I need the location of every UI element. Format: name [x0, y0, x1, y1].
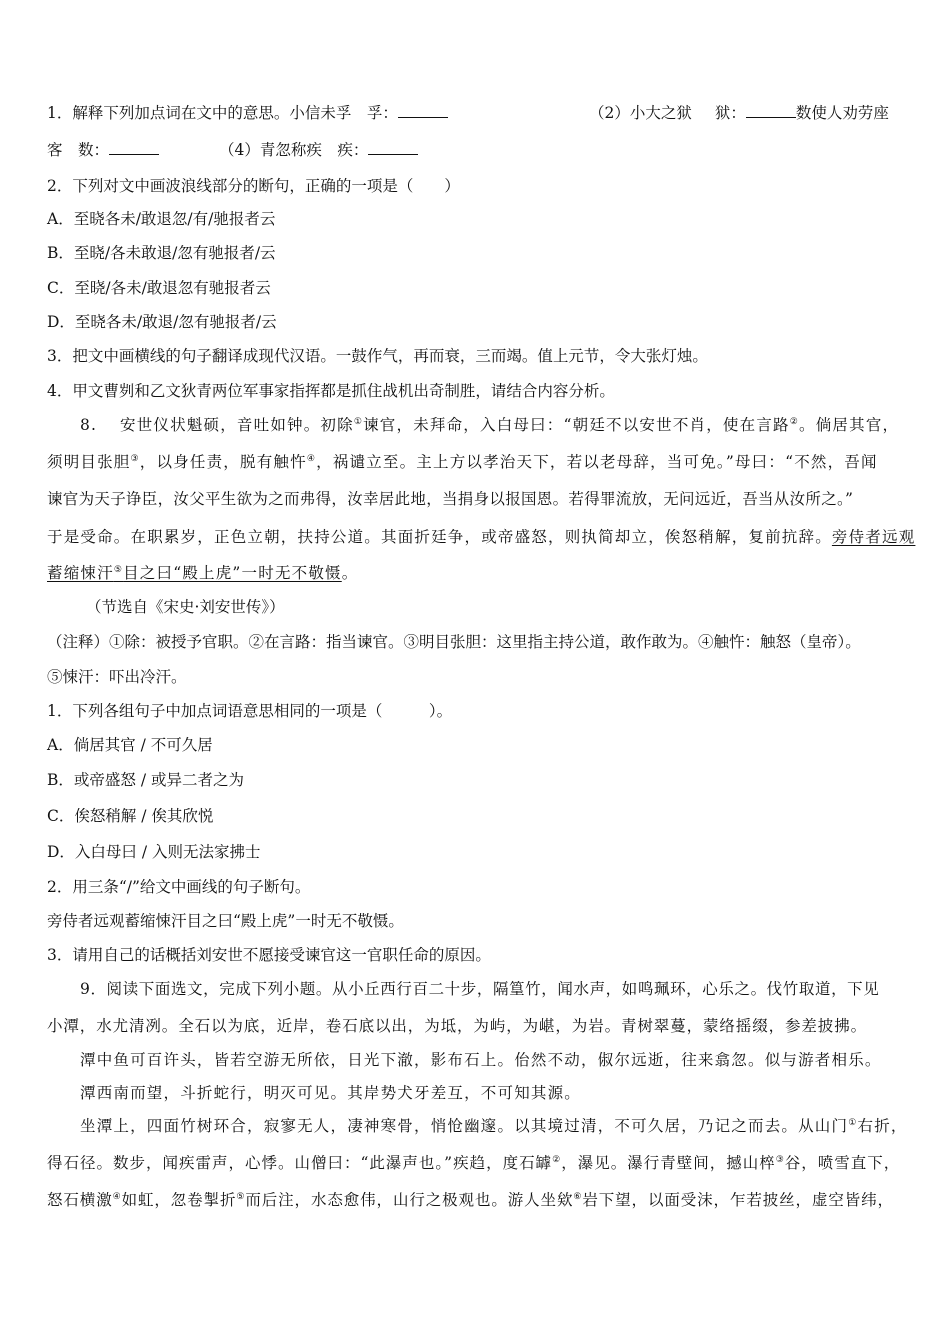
s1-option-c: C．俟怒稍解 / 俟其欣悦 — [47, 807, 214, 825]
q1-part-2-label: （2）小大之狱 — [589, 104, 692, 122]
text-run: ，以身任责，脱有触忤 — [139, 453, 307, 471]
text-run: 蓄缩悚汗 — [47, 564, 114, 582]
q1-part-2 — [589, 103, 889, 123]
passage-8-line-1 — [80, 415, 940, 435]
passage-9-line-7 — [47, 1190, 907, 1210]
q2-option-d: D．至晓各未/敢退/忽有驰报者/云 — [47, 313, 277, 331]
passage-8-line-2 — [47, 452, 907, 472]
sub-question-1: 1．下列各组句子中加点词语意思相同的一项是（ ）。 — [47, 702, 453, 720]
question-1-line-2 — [47, 140, 907, 160]
footnote-marker: ⑥ — [573, 1191, 583, 1202]
passage-9-line-4: 潭西南而望，斗折蛇行，明灭可见。其岸势犬牙差互，不可知其源。 — [80, 1084, 582, 1102]
s1-option-b: B．或帝盛怒 / 或异二者之为 — [47, 771, 244, 789]
text-run: 8. 安世仪状魁硕，音吐如钟。初除 — [80, 416, 354, 434]
passage-8-line-5 — [47, 563, 907, 583]
footnote-marker: ④ — [306, 453, 317, 464]
s1-option-d: D．入白母曰 / 入则无法家拂士 — [47, 843, 261, 861]
q1-part-4: （4）青忽称疾 疾： — [218, 141, 369, 159]
text-run: 得石径。数步，闻疾雷声，心悸。山僧曰：“此瀑声也。”疾趋，度石罅 — [47, 1154, 553, 1172]
q1-part-3-key: 客 数： — [47, 141, 110, 159]
text-run: 右折， — [857, 1117, 908, 1135]
text-run: 坐潭上，四面竹树环合，寂寥无人，凄神寒骨，悄怆幽邃。以其境过清，不可久居，乃记之而去。从山门 — [80, 1117, 849, 1135]
q1-text: 1．解释下列加点词在文中的意思。小信未孚 孚： — [47, 104, 398, 122]
passage-9-line-1: 9．阅读下面选文，完成下列小题。从小丘西行百二十步，隔篁竹，闻水声，如鸣珮环，心乐之。伐竹取道，下见 — [80, 980, 880, 998]
passage-8-line-3: 谏官为天子诤臣，汝父平生欲为之而弗得，汝幸居此地，当捐身以报国恩。若得罪流放，无问远近，吾当从汝所之。” — [47, 490, 854, 508]
sub-question-2-sentence: 旁侍者远观蓄缩悚汗目之曰“殿上虎”一时无不敬慑。 — [47, 912, 404, 930]
notes-line-1: （注释）①除：被授予官职。②在言路：指当谏官。③明目张胆：这里指主持公道，敢作敢为。④触忤：触怒（皇帝）。 — [47, 633, 861, 651]
footnote-marker: ② — [552, 1154, 562, 1165]
text-run: 于是受命。在职累岁，正色立朝，扶持公道。其面折廷争，或帝盛怒，则执简却立，俟怒稍解，复前抗辞。 — [47, 528, 832, 546]
q1-part-3-label: 数使人劝劳座 — [795, 104, 889, 122]
footnote-marker: ③ — [775, 1154, 785, 1165]
question-3: 3．把文中画横线的句子翻译成现代汉语。一鼓作气，再而衰，三而竭。值上元节，令大张灯烛。 — [47, 347, 708, 365]
underlined-sentence — [47, 564, 342, 582]
passage-9-line-2: 小潭，水尤清冽。全石以为底，近岸，卷石底以出，为坻，为屿，为嵁，为岩。青树翠蔓，蒙络摇缀，参差披拂。 — [47, 1017, 868, 1035]
passage-9-line-6 — [47, 1153, 907, 1173]
answer-blank[interactable] — [109, 140, 159, 155]
text-run: 。倘居其官， — [799, 416, 900, 434]
text-run: ，祸谴立至。主上方以孝治天下，若以老母辞，当可免。”母曰：“不然，吾闻 — [316, 453, 878, 471]
text-run: 。 — [341, 564, 359, 582]
footnote-marker: ① — [848, 1117, 858, 1128]
text-run: 岩下望，以面受沫，乍若披丝，虚空皆纬， — [582, 1191, 894, 1209]
question-4: 4．甲文曹刿和乙文狄青两位军事家指挥都是抓住战机出奇制胜，请结合内容分析。 — [47, 382, 615, 400]
text-run: 而后注，水态愈伟，山行之极观也。游人坐欸 — [245, 1191, 574, 1209]
answer-blank[interactable] — [368, 140, 418, 155]
footnote-marker: ⑤ — [236, 1191, 246, 1202]
underlined-sentence: 旁侍者远观 — [831, 528, 916, 546]
sub-question-3: 3．请用自己的话概括刘安世不愿接受谏官这一官职任命的原因。 — [47, 946, 491, 964]
text-run: 如虹，忽卷掣折 — [121, 1191, 237, 1209]
q1-part-2-key: 狱： — [714, 104, 746, 122]
question-2: 2．下列对文中画波浪线部分的断句，正确的一项是（ ） — [47, 177, 460, 195]
footnote-marker: ④ — [112, 1191, 122, 1202]
q2-option-b: B．至晓/各未敢退/忽有驰报者/云 — [47, 244, 276, 262]
text-run: 怒石横激 — [47, 1191, 113, 1209]
s1-option-a: A．倘居其官 / 不可久居 — [47, 736, 213, 754]
q2-option-a: A．至晓各未/敢退忽/有/驰报者云 — [47, 210, 276, 228]
answer-blank[interactable] — [398, 103, 448, 118]
passage-8-line-4 — [47, 527, 916, 547]
text-run: ，瀑见。瀑行青壁间，撼山椊 — [561, 1154, 776, 1172]
answer-blank[interactable] — [746, 103, 796, 118]
text-run: 谷，喷雪直下， — [784, 1154, 901, 1172]
q2-option-c: C．至晓/各未/敢退忽有驰报者云 — [47, 279, 271, 297]
passage-9-line-5 — [80, 1116, 940, 1136]
footnote-marker: ② — [789, 416, 800, 427]
notes-line-2: ⑤悚汗：吓出冷汗。 — [47, 668, 187, 686]
sub-question-2: 2．用三条“/”给文中画线的句子断句。 — [47, 878, 311, 896]
passage-9-line-3: 潭中鱼可百许头，皆若空游无所依，日光下澈，影布石上。佁然不动，俶尔远逝，往来翕忽。似与游者相乐。 — [80, 1051, 882, 1069]
footnote-marker: ⑤ — [113, 564, 124, 575]
footnote-marker: ① — [353, 416, 364, 427]
text-run: 须明目张胆 — [47, 453, 131, 471]
text-run: 目之曰“殿上虎”一时无不敬慑 — [123, 564, 342, 582]
footnote-marker: ③ — [130, 453, 140, 464]
text-run: 谏官，未拜命，入白母曰：“朝廷不以安世不肖，使在言路 — [363, 416, 790, 434]
passage-source: （节选自《宋史·刘安世传》） — [86, 598, 285, 616]
